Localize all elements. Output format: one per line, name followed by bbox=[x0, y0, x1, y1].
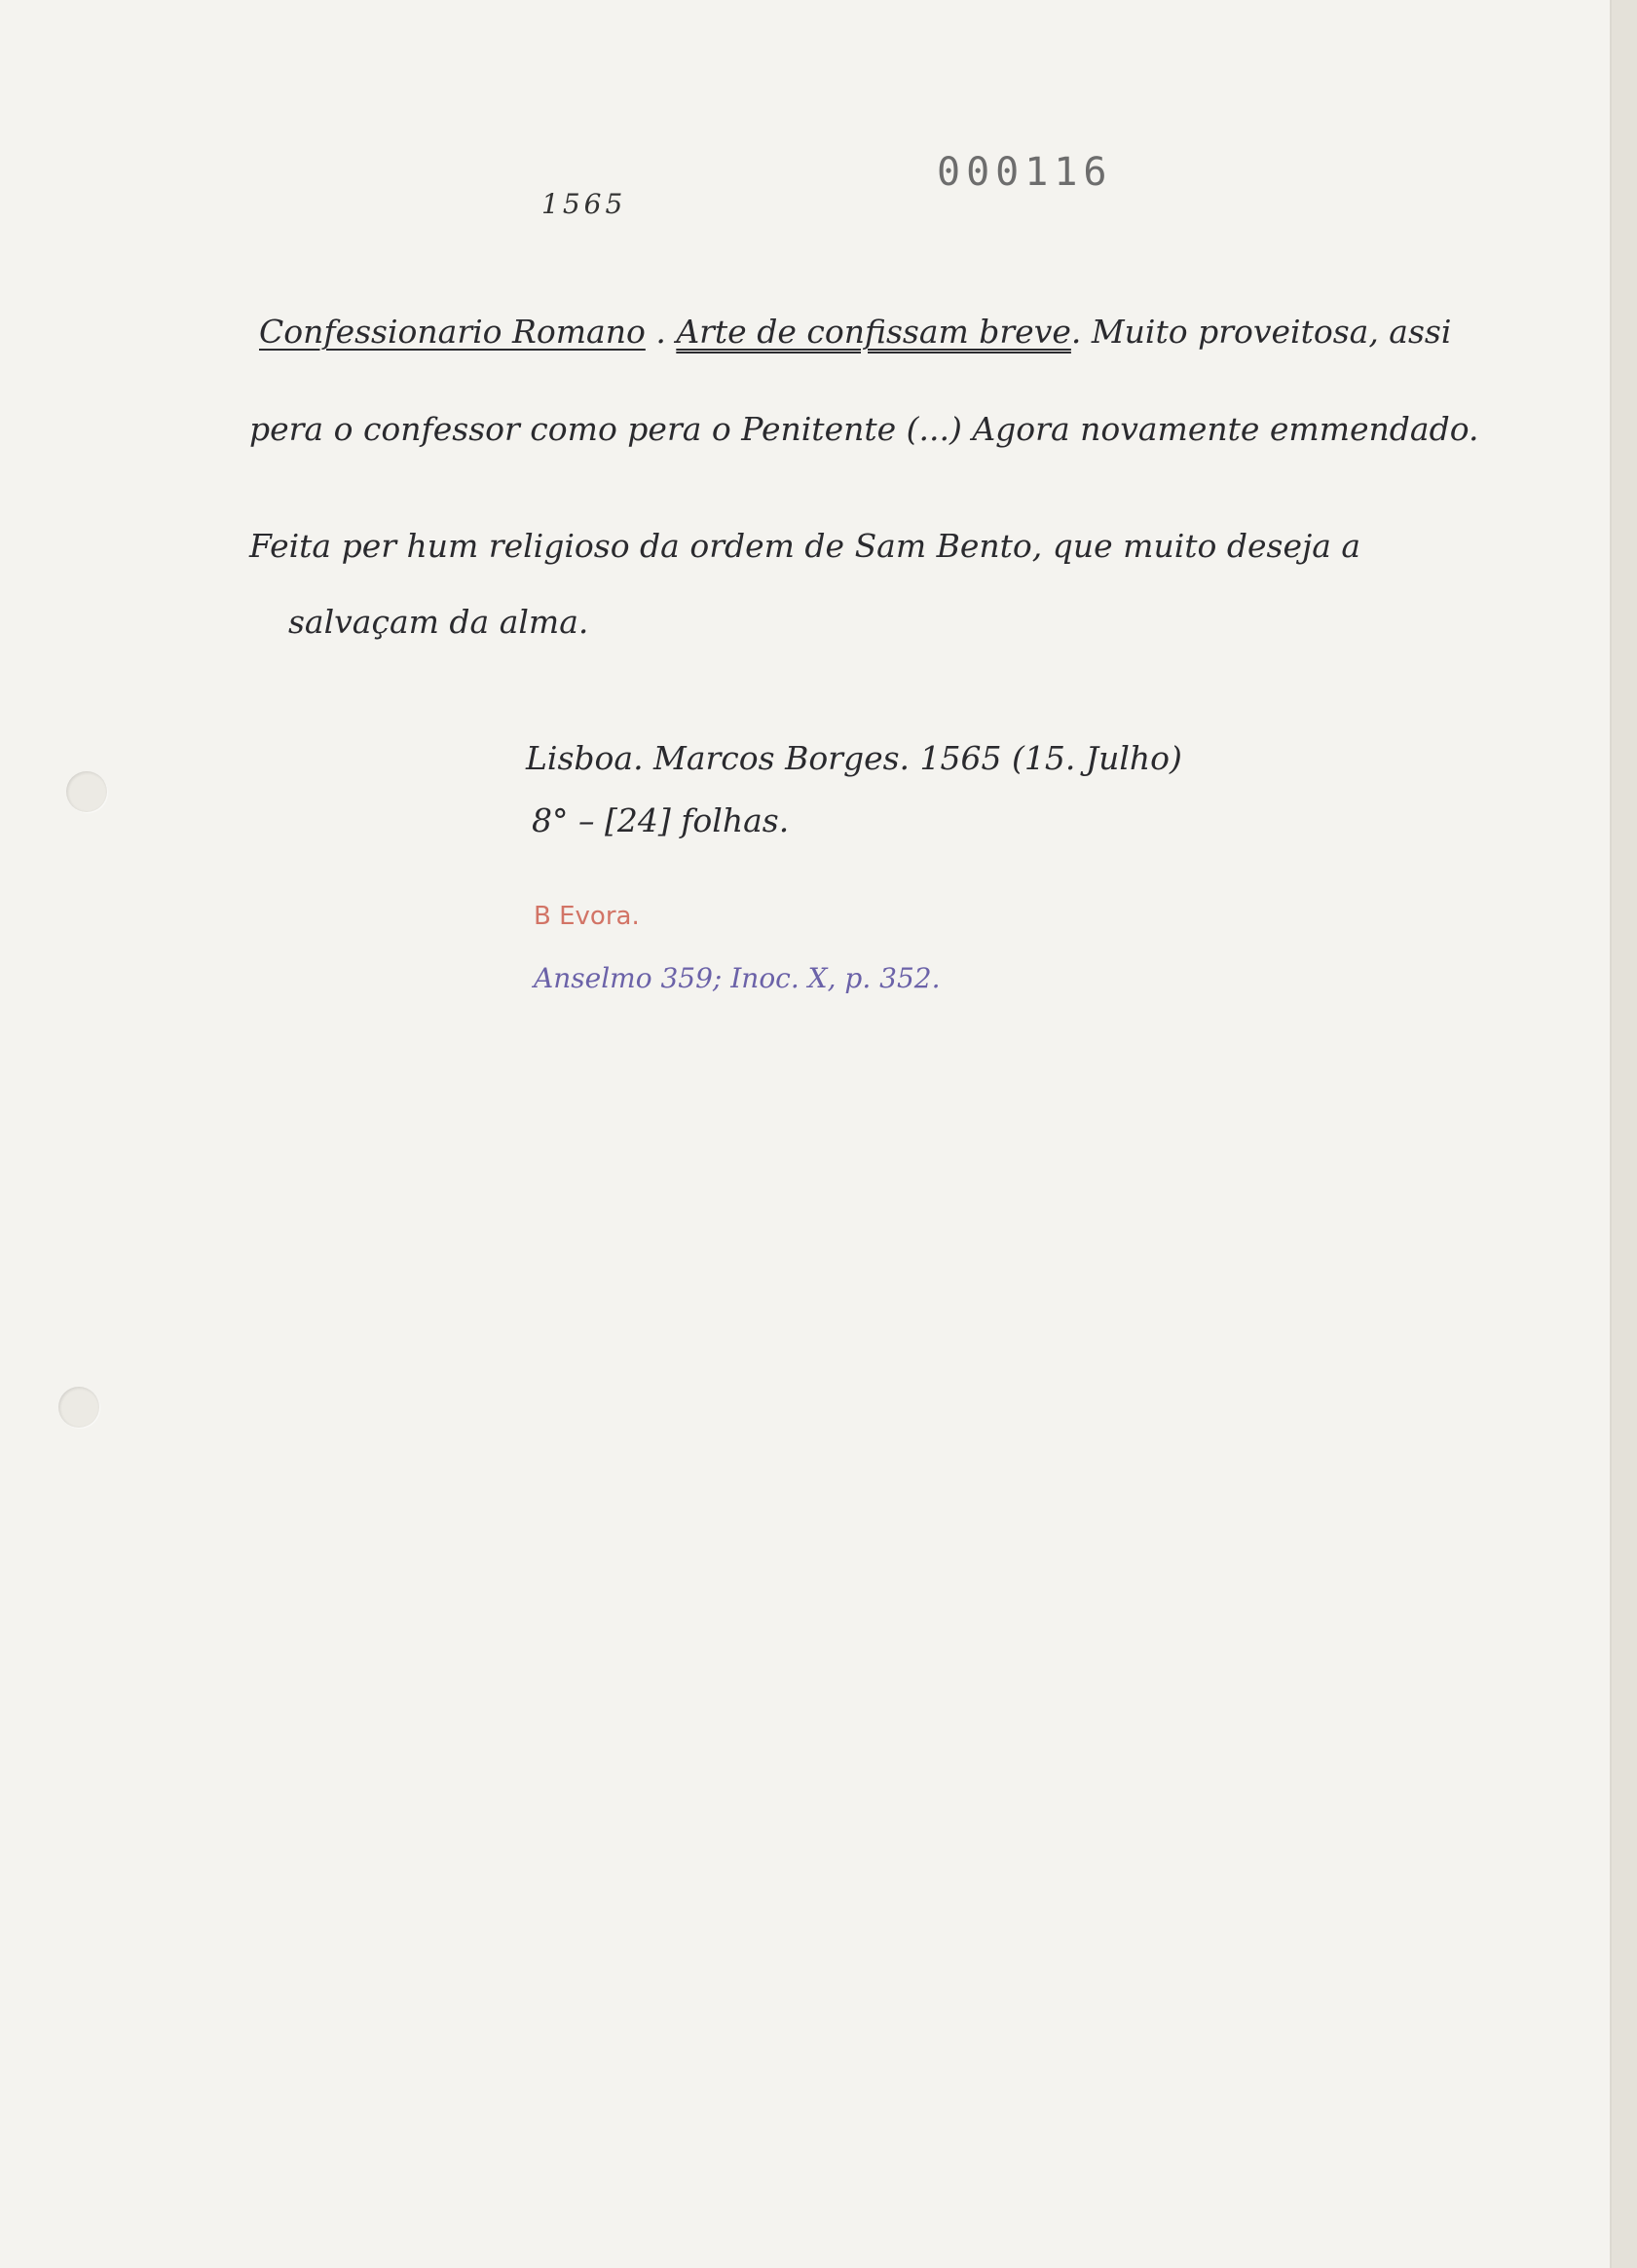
location-note: B Evora. bbox=[534, 902, 640, 931]
author-line: Feita per hum religioso da ordem de Sam Bento, que muito deseja a bbox=[249, 527, 1361, 565]
punch-hole-lower bbox=[58, 1387, 99, 1428]
title-subtitle: Arte de confissam breve bbox=[676, 313, 1071, 351]
title-continuation: . Muito proveitosa, assi bbox=[1070, 313, 1452, 351]
author-line-2: salvaçam da alma. bbox=[288, 603, 589, 641]
title-line bbox=[259, 313, 1452, 351]
collation-line: 8° – [24] folhas. bbox=[532, 801, 790, 839]
page-edge bbox=[1612, 0, 1637, 2268]
year-heading: 1565 bbox=[541, 188, 627, 220]
title-separator: . bbox=[645, 313, 677, 351]
title-main: Confessionario Romano bbox=[259, 313, 646, 351]
bibliographic-references: Anselmo 359; Inoc. X, p. 352. bbox=[534, 962, 941, 994]
stamp-number: 000116 bbox=[937, 150, 1113, 195]
punch-hole-upper bbox=[66, 771, 107, 812]
imprint-line: Lisboa. Marcos Borges. 1565 (15. Julho) bbox=[526, 739, 1182, 777]
title-line-2: pera o confessor como pera o Penitente (...) Agora novamente emmendado. bbox=[249, 410, 1479, 448]
